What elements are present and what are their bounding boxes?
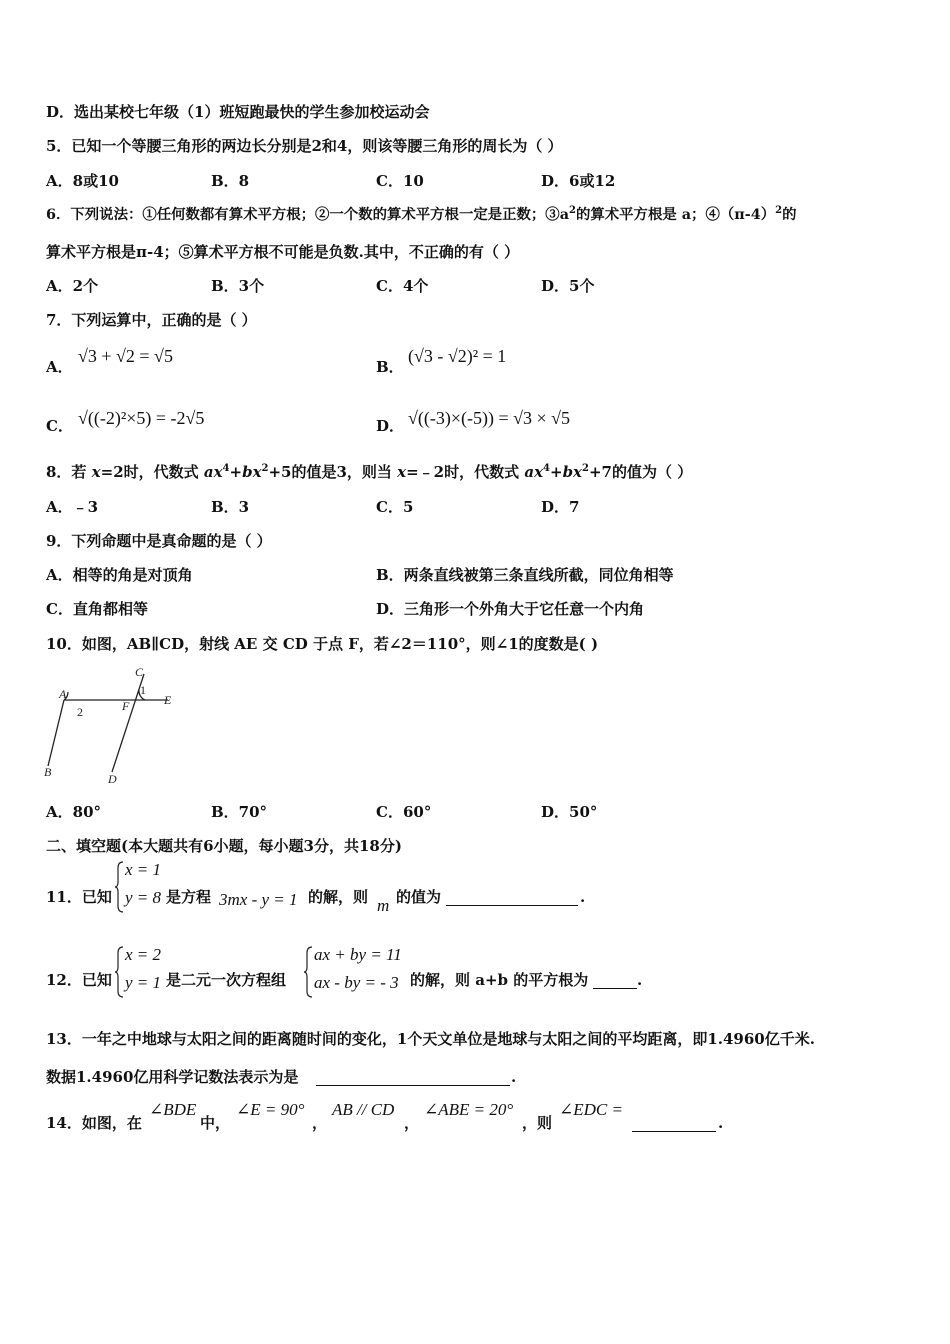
q8-option-d: D．7 [541,498,580,516]
q11-prefix: 11．已知 [46,888,112,906]
fig-label-b: B [44,765,52,779]
q9-option-c: C．直角都相等 [46,600,148,618]
q13-end: . [511,1068,517,1086]
q12-prefix: 12．已知 [46,971,112,989]
q14-word2: ， [312,1114,328,1132]
q12-answer-blank[interactable] [593,972,637,989]
q7-option-c-expr: √((-2)²×5) = -2√5 [78,408,205,428]
q4-option-d: D．选出某校七年级（1）班短跑最快的学生参加校运动会 [46,103,430,121]
q9-option-a: A．相等的角是对顶角 [46,566,193,584]
q14-cond2: AB // CD [332,1100,395,1119]
q7-option-b-expr: (√3 - √2)² = 1 [408,346,507,366]
q7-stem: 7．下列运算中，正确的是（ ） [46,311,257,329]
q7-option-c-label: C． [46,417,73,435]
fig-label-f: F [122,699,130,713]
q14-triangle: ∠BDE [149,1100,197,1119]
q14-word4: ，则 [522,1114,553,1132]
q14-word3: ， [404,1114,420,1132]
q10-figure [40,662,190,792]
q5-option-c: C．10 [376,172,424,190]
q11-var-m: m [377,896,390,915]
fig-label-a: A [59,687,67,701]
fig-label-2: 2 [77,705,83,719]
q8-option-c: C．5 [376,498,414,516]
q6-stem-line1: 6．下列说法：①任何数都有算术平方根；②一个数的算术平方根一定是正数；$③a^2$的算术平方根是 a；$④(\pi-4)^2$的 [46,205,797,223]
q11-equation: 3mx - y = 1 [219,890,298,909]
q13-line1: 13．一年之中地球与太阳之间的距离随时间的变化，1个天文单位是地球与太阳之间的平均距离，即1.4960亿千米. [46,1030,815,1048]
q11-answer-blank[interactable] [446,889,578,906]
q8-option-b: B．3 [211,498,250,516]
q7-option-a-expr: √3 + √2 = √5 [78,346,173,366]
q7-option-d-label: D． [376,417,405,435]
q14-end: . [718,1114,724,1132]
q11-post: 的值为 [396,888,442,906]
q10-stem: 10．如图，AB∥CD，射线 AE 交 CD 于点 F，若∠2＝110°，则∠1的度数是( ) [46,635,599,653]
q5-option-a: A．8或10 [46,172,119,190]
q6-stem-line2: 算术平方根是π-4；⑤算术平方根不可能是负数.其中，不正确的有（ ） [46,243,520,261]
q5-option-d: D．6或12 [541,172,616,190]
q10-option-b: B．70° [211,803,268,821]
q14-cond4: ∠EDC = [559,1100,623,1119]
q12-post: 的解，则 a+b 的平方根为 [410,971,589,989]
q14-answer-blank[interactable] [632,1115,716,1132]
q13-line2: 数据1.4960亿用科学记数法表示为是 [46,1068,299,1086]
fig-label-e: E [164,693,172,707]
fig-label-1: 1 [140,683,146,697]
q10-option-a: A．80° [46,803,102,821]
fig-line-ab [48,700,64,766]
q12-end: . [637,971,643,989]
q14-cond3: ∠ABE = 20° [424,1100,514,1119]
q10-option-c: C．60° [376,803,432,821]
q8-stem: 8．若 x=2时，代数式 $ax^4+bx^2+5$的值是3，则当 x=﹣2时，代数式 $ax^4+bx^2+7$的值为（ ） [46,463,693,481]
q6-option-d: D．5个 [541,277,595,295]
q9-stem: 9．下列命题中是真命题的是（ ） [46,532,272,550]
q11-system: x = 1 y = 8 [115,860,175,914]
q13-answer-blank[interactable] [316,1069,510,1086]
fig-label-c: C [135,665,144,679]
q6-option-c: C．4个 [376,277,429,295]
fig-label-d: D [108,772,117,786]
q11-mid: 是方程 [166,888,212,906]
q5-option-b: B．8 [211,172,250,190]
q12-mid: 是二元一次方程组 [166,971,287,989]
section-2-heading: 二、填空题(本大题共有6小题，每小题3分，共18分) [46,837,402,855]
q9-option-b: B．两条直线被第三条直线所截，同位角相等 [376,566,674,584]
q11-end: . [580,888,586,906]
q12-system-solution: x = 2 y = 1 [115,945,175,999]
q8-option-a: A．﹣3 [46,498,99,516]
q12-system-equations: ax + by = 11 ax - by = - 3 [304,945,414,999]
q9-option-d: D．三角形一个外角大于它任意一个内角 [376,600,645,618]
q7-option-d-expr: √((-3)×(-5)) = √3 × √5 [408,408,571,428]
q10-option-d: D．50° [541,803,598,821]
q14-word1: 中， [200,1114,231,1132]
q6-option-b: B．3个 [211,277,265,295]
q14-cond1: ∠E = 90° [236,1100,305,1119]
q14-prefix: 14．如图，在 [46,1114,142,1132]
q11-mid2: 的解，则 [308,888,369,906]
q6-option-a: A．2个 [46,277,99,295]
q5-stem: 5．已知一个等腰三角形的两边长分别是2和4，则该等腰三角形的周长为（ ） [46,137,563,155]
q7-option-a-label: A． [46,358,73,376]
q7-option-b-label: B． [376,358,404,376]
